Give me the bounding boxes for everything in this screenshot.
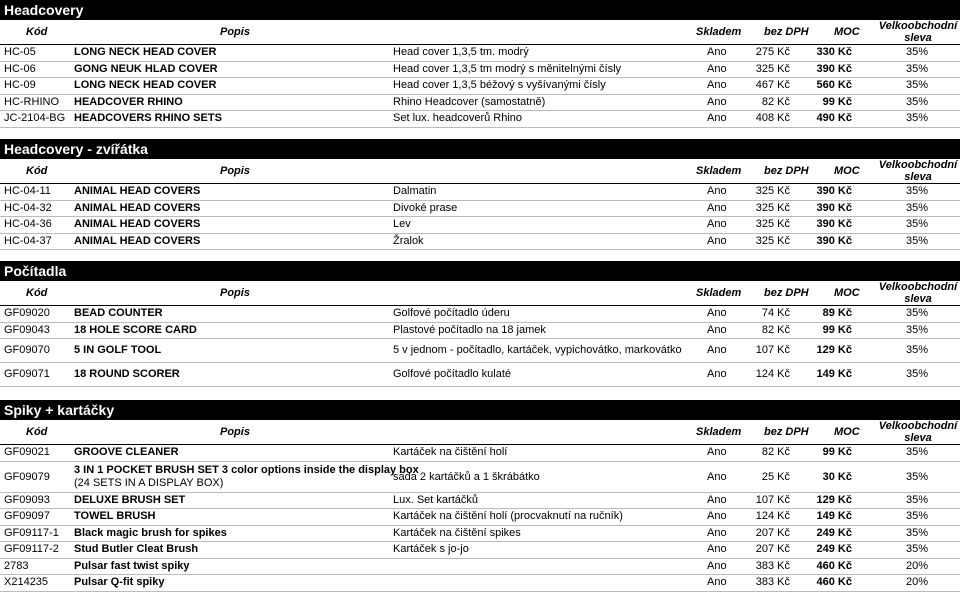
- header-bez-dph: bez DPH: [764, 287, 809, 299]
- cell-vs: 35%: [905, 218, 928, 230]
- header-velkoobchodni: [876, 159, 960, 183]
- cell-kod: GF09071: [4, 368, 50, 380]
- cell-desc: Dalmatin: [393, 185, 437, 197]
- cell-kod: GF09043: [4, 323, 50, 336]
- cell-name: HEADCOVERS RHINO SETS: [74, 112, 222, 124]
- section-title: Headcovery: [0, 0, 960, 20]
- header-moc: MOC: [834, 26, 860, 38]
- cell-vs: 35%: [905, 446, 928, 458]
- cell-dph: 325 Kč: [755, 201, 790, 214]
- cell-moc: 390 Kč: [816, 185, 852, 197]
- cell-sk: Ano: [707, 185, 727, 197]
- cell-moc: 330 Kč: [816, 46, 852, 58]
- header-kod: Kód: [26, 287, 48, 299]
- table-row: [0, 201, 960, 218]
- cell-sk: Ano: [707, 218, 727, 230]
- header-velkoobchodni: [876, 420, 960, 444]
- cell-sk: Ano: [707, 79, 727, 91]
- cell-dph: 107 Kč: [755, 344, 790, 356]
- header-vo-line2: sleva: [904, 32, 932, 44]
- header-vo-line2: sleva: [904, 432, 932, 444]
- cell-name: Pulsar Q-fit spiky: [74, 576, 165, 588]
- cell-dph: 124 Kč: [755, 368, 790, 380]
- header-skladem: Skladem: [696, 426, 742, 438]
- header-vo-line1: Velkoobchodní: [878, 281, 958, 293]
- cell-name: DELUXE BRUSH SET: [74, 493, 186, 506]
- header-popis: Popis: [220, 426, 250, 438]
- table-row: [0, 323, 960, 340]
- table-row: [0, 526, 960, 543]
- cell-name: LONG NECK HEAD COVER: [74, 46, 217, 58]
- section-headcovery-zviratka: [0, 139, 960, 250]
- cell-name: 3 IN 1 POCKET BRUSH SET 3 color options inside the display box: [74, 463, 419, 476]
- cell-name: ANIMAL HEAD COVERS: [74, 185, 201, 197]
- cell-vs: 35%: [905, 79, 928, 91]
- cell-name: Pulsar fast twist spiky: [74, 559, 190, 572]
- cell-desc: Kartáček na čištění spikes: [393, 526, 521, 539]
- cell-vs: 35%: [905, 543, 928, 555]
- cell-sk: Ano: [707, 95, 727, 108]
- cell-desc: Golfové počítadlo kulaté: [393, 368, 512, 380]
- cell-dph: 383 Kč: [755, 559, 790, 572]
- cell-desc: Kartáček na čištění holí (procvaknutí na ručník): [393, 510, 623, 522]
- cell-kod: GF09117-1: [4, 526, 59, 539]
- cell-desc: Lux. Set kartáčků: [393, 493, 478, 506]
- table-row: [0, 62, 960, 79]
- cell-kod: HC-09: [4, 79, 36, 91]
- cell-desc: Head cover 1,3,5 béžový s vyšívanými čísly: [393, 79, 606, 91]
- cell-moc: 490 Kč: [816, 112, 852, 124]
- table-row: [0, 306, 960, 323]
- section-headcovery: [0, 0, 960, 128]
- cell-kod: HC-06: [4, 62, 36, 75]
- cell-name-block: [74, 463, 419, 490]
- cell-desc: sada 2 kartáčků a 1 škrábátko: [393, 470, 540, 483]
- cell-name: 18 HOLE SCORE CARD: [74, 323, 197, 336]
- cell-kod: HC-RHINO: [4, 95, 59, 108]
- cell-name-sub: (24 SETS IN A DISPLAY BOX): [74, 476, 224, 489]
- cell-sk: Ano: [707, 201, 727, 214]
- cell-dph: 82 Kč: [761, 323, 790, 336]
- header-velkoobchodni: [876, 281, 960, 305]
- section-title: Počítadla: [0, 261, 960, 281]
- cell-dph: 325 Kč: [755, 234, 790, 247]
- cell-dph: 82 Kč: [761, 446, 790, 458]
- cell-vs: 35%: [905, 234, 928, 247]
- table-row: [0, 363, 960, 387]
- table-header: [0, 20, 960, 45]
- table-row: [0, 184, 960, 201]
- cell-dph: 207 Kč: [755, 526, 790, 539]
- cell-desc: Head cover 1,3,5 tm modrý s měnitelnými čísly: [393, 62, 622, 75]
- cell-kod: GF09070: [4, 344, 50, 356]
- cell-moc: 390 Kč: [816, 218, 852, 230]
- header-moc: MOC: [834, 426, 860, 438]
- cell-desc: Kartáček s jo-jo: [393, 543, 469, 555]
- section-title: Spiky + kartáčky: [0, 400, 960, 420]
- cell-sk: Ano: [707, 576, 727, 588]
- cell-moc: 129 Kč: [816, 344, 852, 356]
- cell-vs: 35%: [905, 201, 928, 214]
- cell-name: HEADCOVER RHINO: [74, 95, 183, 108]
- cell-vs: 35%: [905, 112, 928, 124]
- table-row: [0, 45, 960, 62]
- cell-name: 18 ROUND SCORER: [74, 368, 180, 380]
- cell-moc: 129 Kč: [816, 493, 852, 506]
- table-row: [0, 95, 960, 112]
- cell-moc: 460 Kč: [816, 559, 852, 572]
- cell-kod: GF09021: [4, 446, 50, 458]
- header-vo-line1: Velkoobchodní: [878, 159, 958, 171]
- cell-name: 5 IN GOLF TOOL: [74, 344, 162, 356]
- cell-kod: X214235: [4, 576, 49, 588]
- table-row: [0, 339, 960, 363]
- table-row: [0, 111, 960, 128]
- cell-sk: Ano: [707, 510, 727, 522]
- header-skladem: Skladem: [696, 287, 742, 299]
- cell-desc: Žralok: [393, 234, 424, 247]
- cell-moc: 89 Kč: [822, 307, 852, 319]
- cell-dph: 408 Kč: [755, 112, 790, 124]
- cell-vs: 35%: [905, 526, 928, 539]
- header-bez-dph: bez DPH: [764, 426, 809, 438]
- cell-moc: 149 Kč: [816, 510, 852, 522]
- section-spiky-kartacky: [0, 400, 960, 592]
- header-moc: MOC: [834, 287, 860, 299]
- cell-vs: 35%: [905, 470, 928, 483]
- cell-vs: 35%: [905, 185, 928, 197]
- cell-moc: 390 Kč: [816, 234, 852, 247]
- cell-dph: 82 Kč: [761, 95, 790, 108]
- cell-kod: HC-04-11: [4, 185, 51, 197]
- header-moc: MOC: [834, 165, 860, 177]
- cell-sk: Ano: [707, 307, 727, 319]
- cell-sk: Ano: [707, 470, 727, 483]
- cell-name: ANIMAL HEAD COVERS: [74, 218, 201, 230]
- cell-sk: Ano: [707, 526, 727, 539]
- cell-vs: 20%: [905, 576, 928, 588]
- cell-name: GROOVE CLEANER: [74, 446, 179, 458]
- cell-sk: Ano: [707, 112, 727, 124]
- cell-dph: 207 Kč: [755, 543, 790, 555]
- cell-kod: GF09097: [4, 510, 50, 522]
- table-row: [0, 462, 960, 493]
- cell-desc: Golfové počítadlo úderu: [393, 307, 510, 319]
- header-vo-line1: Velkoobchodní: [878, 420, 958, 432]
- section-pocitadla: [0, 261, 960, 387]
- cell-kod: HC-04-36: [4, 218, 52, 230]
- cell-dph: 275 Kč: [755, 46, 790, 58]
- cell-dph: 124 Kč: [755, 510, 790, 522]
- cell-vs: 35%: [905, 307, 928, 319]
- cell-moc: 249 Kč: [816, 526, 852, 539]
- cell-kod: JC-2104-BG: [4, 112, 66, 124]
- table-row: [0, 509, 960, 526]
- cell-vs: 35%: [905, 46, 928, 58]
- cell-dph: 325 Kč: [755, 62, 790, 75]
- cell-name: BEAD COUNTER: [74, 307, 163, 319]
- table-header: [0, 159, 960, 184]
- cell-moc: 149 Kč: [816, 368, 852, 380]
- cell-moc: 460 Kč: [816, 576, 852, 588]
- table-row: [0, 217, 960, 234]
- cell-sk: Ano: [707, 446, 727, 458]
- cell-desc: Set lux. headcoverů Rhino: [393, 112, 523, 124]
- cell-sk: Ano: [707, 234, 727, 247]
- table-row: [0, 575, 960, 592]
- cell-name: ANIMAL HEAD COVERS: [74, 234, 201, 247]
- header-vo-line2: sleva: [904, 171, 932, 183]
- cell-moc: 99 Kč: [822, 323, 852, 336]
- cell-dph: 107 Kč: [755, 493, 790, 506]
- cell-vs: 35%: [905, 344, 928, 356]
- header-velkoobchodni: [876, 20, 960, 44]
- cell-kod: GF09079: [4, 470, 50, 483]
- cell-dph: 325 Kč: [755, 185, 790, 197]
- header-kod: Kód: [26, 426, 48, 438]
- cell-dph: 325 Kč: [755, 218, 790, 230]
- table-row: [0, 78, 960, 95]
- cell-name: GONG NEUK HLAD COVER: [74, 62, 218, 75]
- cell-sk: Ano: [707, 344, 727, 356]
- cell-desc: Rhino Headcover (samostatně): [393, 95, 546, 108]
- header-popis: Popis: [220, 26, 250, 38]
- cell-moc: 390 Kč: [816, 62, 852, 75]
- header-popis: Popis: [220, 287, 250, 299]
- cell-name: TOWEL BRUSH: [74, 510, 156, 522]
- cell-sk: Ano: [707, 62, 727, 75]
- cell-sk: Ano: [707, 559, 727, 572]
- table-row: [0, 234, 960, 251]
- header-skladem: Skladem: [696, 165, 742, 177]
- cell-dph: 25 Kč: [761, 470, 790, 483]
- cell-sk: Ano: [707, 543, 727, 555]
- header-bez-dph: bez DPH: [764, 26, 809, 38]
- cell-name: ANIMAL HEAD COVERS: [74, 201, 201, 214]
- table-row: [0, 493, 960, 510]
- cell-moc: 99 Kč: [822, 95, 852, 108]
- cell-desc: Head cover 1,3,5 tm. modrý: [393, 46, 529, 58]
- cell-desc: Lev: [393, 218, 411, 230]
- header-kod: Kód: [26, 165, 48, 177]
- cell-desc: Plastové počítadlo na 18 jamek: [393, 323, 546, 336]
- cell-kod: 2783: [4, 559, 29, 572]
- header-kod: Kód: [26, 26, 48, 38]
- cell-vs: 35%: [905, 323, 928, 336]
- cell-sk: Ano: [707, 323, 727, 336]
- cell-moc: 560 Kč: [816, 79, 852, 91]
- cell-kod: HC-04-37: [4, 234, 52, 247]
- header-vo-line2: sleva: [904, 293, 932, 305]
- header-skladem: Skladem: [696, 26, 742, 38]
- cell-dph: 383 Kč: [755, 576, 790, 588]
- cell-sk: Ano: [707, 46, 727, 58]
- cell-name: Stud Butler Cleat Brush: [74, 543, 199, 555]
- cell-desc: Kartáček na čištění holí: [393, 446, 508, 458]
- cell-moc: 30 Kč: [822, 470, 852, 483]
- cell-moc: 249 Kč: [816, 543, 852, 555]
- table-row: [0, 559, 960, 576]
- cell-kod: GF09093: [4, 493, 50, 506]
- cell-name: Black magic brush for spikes: [74, 526, 227, 539]
- cell-kod: HC-04-32: [4, 201, 52, 214]
- header-popis: Popis: [220, 165, 250, 177]
- cell-vs: 35%: [905, 62, 928, 75]
- cell-dph: 74 Kč: [761, 307, 790, 319]
- table-row: [0, 445, 960, 462]
- table-header: [0, 281, 960, 306]
- cell-desc: 5 v jednom - počítadlo, kartáček, vypichovátko, markovátko: [393, 344, 682, 356]
- cell-kod: GF09117-2: [4, 543, 59, 555]
- cell-sk: Ano: [707, 368, 727, 380]
- header-bez-dph: bez DPH: [764, 165, 809, 177]
- cell-vs: 35%: [905, 95, 928, 108]
- cell-kod: GF09020: [4, 307, 50, 319]
- cell-vs: 20%: [905, 559, 928, 572]
- cell-dph: 467 Kč: [755, 79, 790, 91]
- cell-sk: Ano: [707, 493, 727, 506]
- table-header: [0, 420, 960, 445]
- cell-vs: 35%: [905, 510, 928, 522]
- cell-kod: HC-05: [4, 46, 36, 58]
- cell-desc: Divoké prase: [393, 201, 458, 214]
- section-title: Headcovery - zvířátka: [0, 139, 960, 159]
- cell-vs: 35%: [905, 493, 928, 506]
- cell-vs: 35%: [905, 368, 928, 380]
- table-row: [0, 542, 960, 559]
- cell-name: LONG NECK HEAD COVER: [74, 79, 217, 91]
- cell-moc: 99 Kč: [822, 446, 852, 458]
- header-vo-line1: Velkoobchodní: [878, 20, 958, 32]
- cell-moc: 390 Kč: [816, 201, 852, 214]
